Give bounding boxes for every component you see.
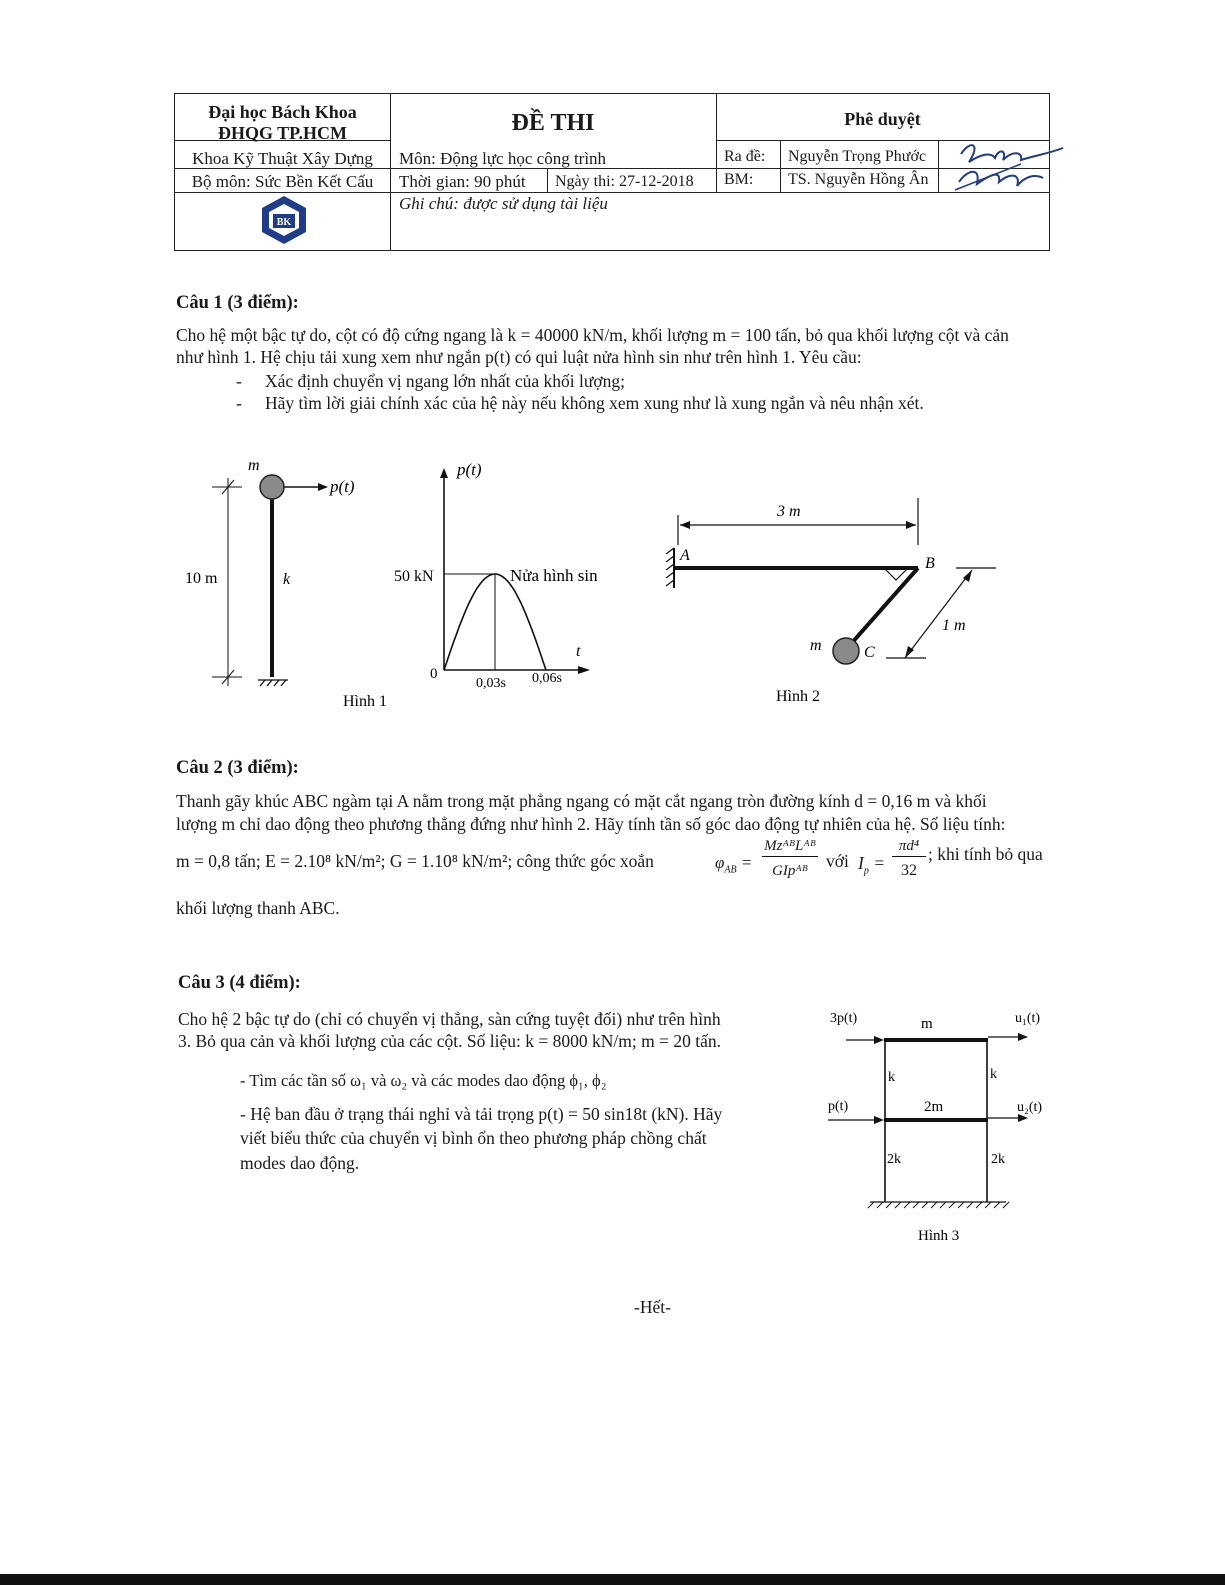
fig3-load-top: 3p(t) [830,1011,858,1026]
formula-frac2-den: 32 [901,862,917,879]
fig1-tend-label: 0,06s [532,671,562,686]
q3-item2-line3: modes dao động. [240,1153,360,1173]
figure-1 [170,450,620,720]
fig2-mass-label: m [810,637,822,654]
fig3-mass-top: m [921,1016,933,1032]
end-marker: -Hết- [634,1297,671,1317]
fig2-caption: Hình 2 [776,688,820,705]
figure-3 [810,1000,1060,1250]
formula-frac1-num: MzᴬᴮLᴬᴮ [762,836,818,857]
scan-edge [0,1574,1225,1585]
fig2-point-a: A [680,547,690,564]
q2-line4: khối lượng thanh ABC. [176,898,340,918]
fig1-t-axis-label: t [576,643,581,660]
formula-ip: $I_p$ = [858,853,886,877]
faculty: Khoa Kỹ Thuật Xây Dựng [192,149,373,168]
q2-line3a: m = 0,8 tấn; E = 2.10⁸ kN/m²; G = 1.10⁸ kN/m²; công thức góc xoắn [176,851,654,871]
q1-bullet1-mark: - [236,371,242,391]
fig1-height-label: 10 m [185,570,218,587]
q2-line1: Thanh gãy khúc ABC ngàm tại A nằm trong mặt phẳng ngang có mặt cắt ngang tròn đường kính d = 0,16 m và khối [176,791,987,811]
fig3-mass-bottom: 2m [924,1099,944,1115]
fig1-caption: Hình 1 [343,693,387,710]
q3-item2-line2: viết biểu thức của chuyển vị bình ổn theo phương pháp chồng chất [240,1128,707,1148]
exam-note: Ghi chú: được sử dụng tài liệu [399,194,608,213]
fig2-length-bc: 1 m [942,617,966,634]
author-label: Ra đề: [724,148,766,165]
university-line1: Đại học Bách Khoa [208,102,357,122]
formula-phi: $\varphi_{AB}$ = [715,853,753,876]
fig2-point-b: B [925,555,935,572]
fig1-k-label: k [283,571,291,588]
fig1-tmid-label: 0,03s [476,676,506,691]
university-line2: ĐHQG TP.HCM [217,123,347,143]
formula-with: với [826,851,849,871]
fig3-caption: Hình 3 [918,1228,960,1244]
fig3-disp-bottom: u₂(t) [1017,1100,1043,1115]
department: Bộ môn: Sức Bền Kết Cấu [191,172,374,191]
fig3-k2-right: 2k [991,1152,1005,1167]
exam-title: ĐỀ THI [511,110,595,136]
fig3-load-bottom: p(t) [828,1099,849,1114]
fig3-k-left: k [888,1070,895,1085]
signature-icon [951,134,1071,194]
q3-heading: Câu 3 (4 điểm): [178,973,301,993]
q2-line3b: ; khi tính bỏ qua [928,844,1043,864]
fig1-p-axis-label: p(t) [457,460,482,479]
figure-2 [650,490,1010,715]
q3-item1: - Tìm các tần số ω₁ và ω₂ và các modes dao động ϕ₁, ϕ₂ [240,1071,607,1090]
q1-bullet2-mark: - [236,393,242,413]
fig2-length-ab: 3 m [777,503,801,520]
fig3-k-right: k [990,1067,997,1082]
exam-date: Ngày thi: 27-12-2018 [555,173,694,190]
fig2-point-c: C [864,644,875,661]
fig1-amplitude-label: 50 kN [394,568,434,585]
fig3-disp-top: u₁(t) [1015,1011,1041,1026]
formula-frac1-den: GIpᴬᴮ [772,863,808,879]
header-table [174,93,1050,251]
q3-line1: Cho hệ 2 bậc tự do (chỉ có chuyển vị thẳng, sàn cứng tuyệt đối) như trên hình [178,1009,721,1029]
approval-title: Phê duyệt [844,109,921,129]
q3-line2: 3. Bỏ qua cản và khối lượng của các cột. Số liệu: k = 8000 kN/m; m = 20 tấn. [178,1031,721,1051]
q1-bullet1: Xác định chuyển vị ngang lớn nhất của khối lượng; [265,371,625,391]
author-name: Nguyễn Trọng Phước [788,148,927,165]
duration: Thời gian: 90 phút [399,172,526,191]
bk-logo-icon [253,194,315,248]
q3-item2-line1: - Hệ ban đầu ở trạng thái nghỉ và tải trọng p(t) = 50 sin18t (kN). Hãy [240,1104,723,1124]
fig3-k2-left: 2k [887,1152,901,1167]
subject: Môn: Động lực học công trình [399,149,607,168]
head-label: BM: [724,171,754,188]
fig1-curve-label: Nửa hình sin [510,566,598,585]
head-name: TS. Nguyễn Hồng Ân [788,171,929,188]
q1-heading: Câu 1 (3 điểm): [176,293,299,313]
fig1-load-label: p(t) [330,477,355,496]
q2-line2: lượng m chỉ dao động theo phương thẳng đứng như hình 2. Hãy tính tần số góc dao động tự nhiên của hệ. Số liệu tính: [176,814,1006,834]
logo-text: BK [276,217,292,228]
q1-para-line2: như hình 1. Hệ chịu tải xung xem như ngắn p(t) có qui luật nửa hình sin như trên hình 1. Yêu cầu: [176,347,862,367]
q2-heading: Câu 2 (3 điểm): [176,758,299,778]
q1-bullet2: Hãy tìm lời giải chính xác của hệ này nếu không xem xung như là xung ngắn và nêu nhận xét. [265,393,924,413]
formula-frac2-num: πd⁴ [892,836,926,857]
q1-para-line1: Cho hệ một bậc tự do, cột có độ cứng ngang là k = 40000 kN/m, khối lượng m = 100 tấn, bỏ qua khối lượng cột và cản [176,325,1009,345]
fig1-origin-label: 0 [430,666,438,682]
fig1-mass-label: m [248,457,260,474]
